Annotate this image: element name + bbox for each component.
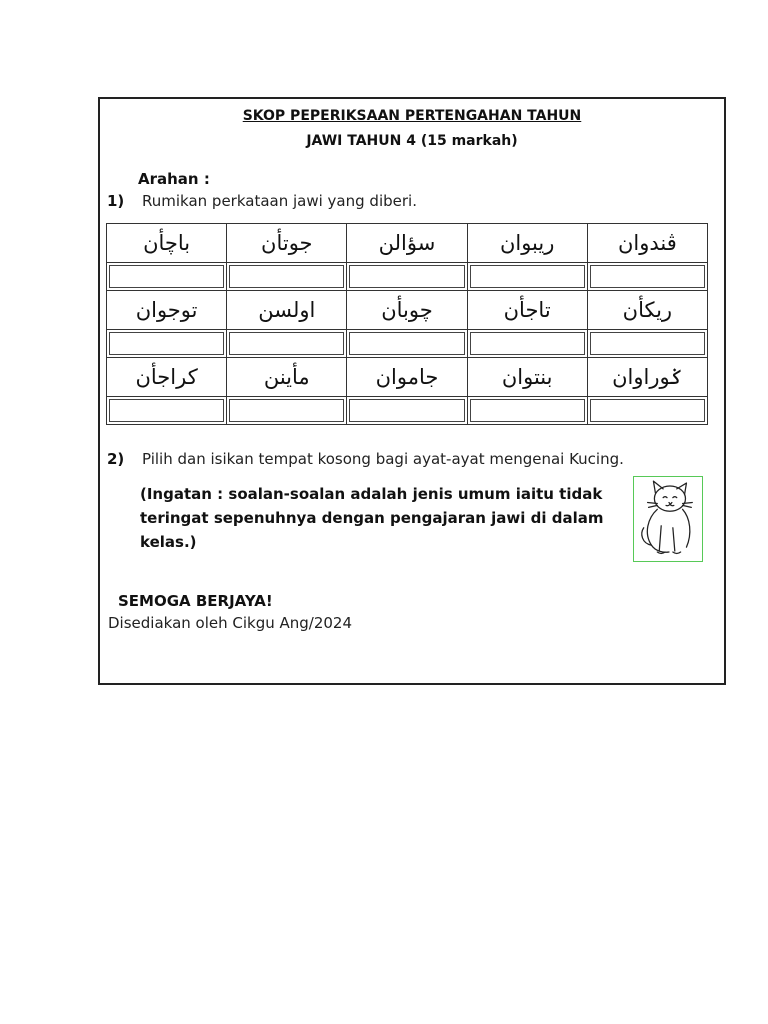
exam-title: SKOP PEPERIKSAAN PERTENGAHAN TAHUN [242,108,582,124]
instructions-label: Arahan : [138,170,210,188]
exam-sheet [98,97,726,685]
answer-box[interactable] [590,332,705,355]
jawi-word: مأينن [227,358,347,397]
word-row [107,291,708,330]
answer-box[interactable] [470,332,585,355]
answer-box[interactable] [229,399,344,422]
jawi-word: ريكأن [587,291,707,330]
answer-box[interactable] [349,399,464,422]
answer-box[interactable] [349,265,464,288]
question-2-number: 2) [107,450,125,468]
credit-line: Disediakan oleh Cikgu Ang/2024 [108,614,353,632]
jawi-word-table [106,223,708,425]
cat-illustration [633,476,703,562]
question-1-text: Rumikan perkataan jawi yang diberi. [142,192,417,210]
answer-row [107,330,708,358]
answer-box[interactable] [109,265,224,288]
answer-box[interactable] [470,265,585,288]
answer-box[interactable] [470,399,585,422]
jawi-word: جوتأن [227,224,347,263]
answer-row [107,397,708,425]
jawi-word: چوبأن [347,291,467,330]
jawi-word: باچأن [107,224,227,263]
jawi-word: ݢوراوان [587,358,707,397]
jawi-word: اولسن [227,291,347,330]
word-row [107,224,708,263]
jawi-word: ريبوان [467,224,587,263]
jawi-word: توجوان [107,291,227,330]
question-1-number: 1) [107,192,125,210]
answer-box[interactable] [229,332,344,355]
jawi-word: تاجأن [467,291,587,330]
jawi-word: ڤندوان [587,224,707,263]
answer-box[interactable] [229,265,344,288]
answer-row [107,263,708,291]
answer-box[interactable] [109,399,224,422]
reminder-note: (Ingatan : soalan-soalan adalah jenis umum iaitu tidak teringat sepenuhnya dengan pengajaran jawi di dalam kelas.) [140,485,604,551]
answer-box[interactable] [349,332,464,355]
answer-box[interactable] [590,399,705,422]
question-2-text: Pilih dan isikan tempat kosong bagi ayat-ayat mengenai Kucing. [142,450,624,468]
answer-box[interactable] [590,265,705,288]
jawi-word: جاموان [347,358,467,397]
word-row [107,358,708,397]
answer-box[interactable] [109,332,224,355]
jawi-word: كراجأن [107,358,227,397]
closing-message: SEMOGA BERJAYA! [118,592,273,610]
jawi-word: بنتوان [467,358,587,397]
jawi-word: سؤالن [347,224,467,263]
cat-icon [634,477,702,561]
exam-subtitle: JAWI TAHUN 4 (15 markah) [306,133,518,149]
